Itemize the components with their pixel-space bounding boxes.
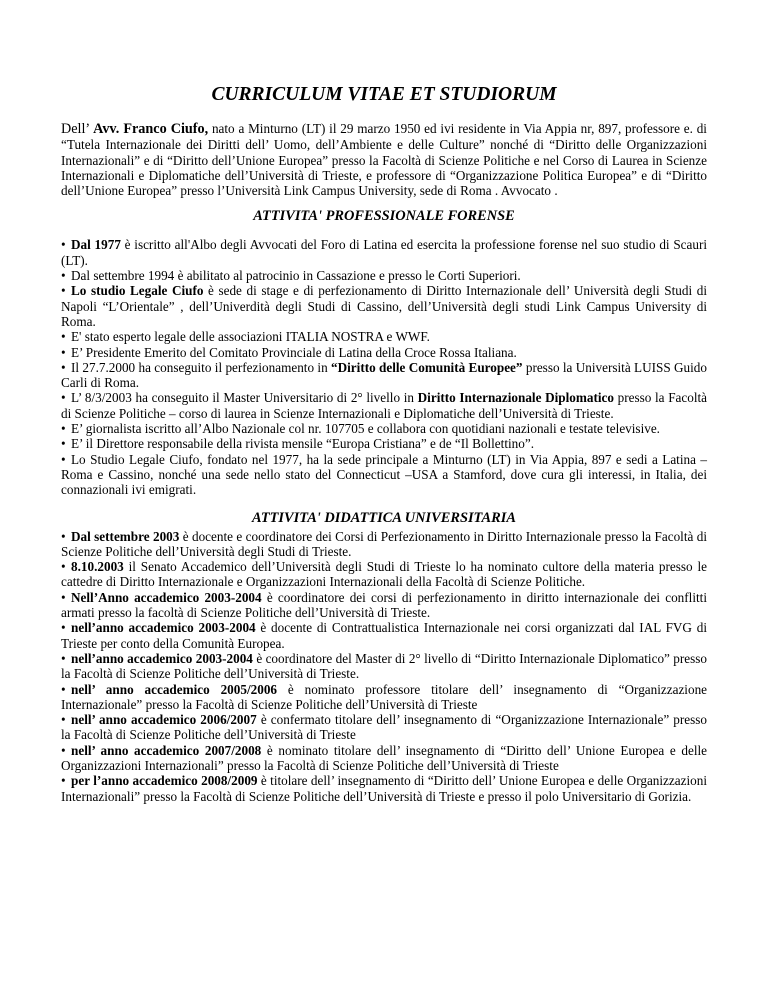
bullet-icon <box>61 436 71 451</box>
list-item: •nell’anno accademico 2003-2004 è coordinatore del Master di 2° livello di “Diritto Internazionale Diplomatico” presso la Facoltà di Scienze Politiche dell’Università di Trieste. <box>61 651 707 682</box>
list-didattica <box>61 529 707 804</box>
intro-text: nato a Minturno (LT) il 29 marzo 1950 ed ivi residente in Via Appia nr, 897, professore e. di “Tutela Internazionale dei Diritti dell’ Uomo, dell’Ambiente e delle Culture” nonché di “Diritto delle Organizzazioni Internazionali” e di “Diritto dell’Unione Europea” presso la Facoltà di Scienze Politiche e nel Corso di Laurea in Scienze Internazionali e Diplomatiche dell’Università di Trieste, e professore di “Organizzazione Politica Europea” e di “Diritto dell’Unione Europea” presso l’Università Link Campus University, sede di Roma . Avvocato . <box>61 121 707 199</box>
list-item: •Dal settembre 1994 è abilitato al patrocinio in Cassazione e presso le Corti Superiori. <box>61 268 707 283</box>
bullet-icon <box>61 268 71 283</box>
bullet-icon <box>61 682 71 697</box>
list-item: •Nell’Anno accademico 2003-2004 è coordinatore dei corsi di perfezionamento in diritto internazionale dei conflitti armati presso la facoltà di Scienze Politiche dell’Università di Trieste. <box>61 590 707 621</box>
list-item: •8.10.2003 il Senato Accademico dell’Università degli Studi di Trieste lo ha nominato cultore della materia presso le cattedre di Diritto Internazionale e Organizzazioni Internazionali della Facoltà di Scienze Politiche. <box>61 559 707 590</box>
intro-paragraph <box>61 121 707 198</box>
intro-name: Avv. Franco Ciufo, <box>93 121 209 137</box>
bullet-icon <box>61 620 71 635</box>
bullet-icon <box>61 651 71 666</box>
list-item: •nell’ anno accademico 2005/2006 è nominato professore titolare dell’ insegnamento di “Organizzazione Internazionale” presso la Facoltà di Scienze Politiche dell’Università di Trieste <box>61 682 707 713</box>
list-item: •E’ il Direttore responsabile della rivista mensile “Europa Cristiana” e de “Il Bollettino”. <box>61 436 707 451</box>
bullet-icon <box>61 773 71 788</box>
list-item: •E’ Presidente Emerito del Comitato Provinciale di Latina della Croce Rossa Italiana. <box>61 345 707 360</box>
list-forense <box>61 237 707 497</box>
list-item: •L’ 8/3/2003 ha conseguito il Master Universitario di 2° livello in Diritto Internazionale Diplomatico presso la Facoltà di Scienze Politiche – corso di laurea in Scienze Internazionali e Diplomatiche dell’Università di Trieste. <box>61 390 707 421</box>
bullet-icon <box>61 529 71 544</box>
bullet-icon <box>61 559 71 574</box>
bullet-icon <box>61 329 71 344</box>
section-title-forense: ATTIVITA' PROFESSIONALE FORENSE <box>253 208 515 225</box>
list-item: •nell’ anno accademico 2007/2008 è nominato titolare dell’ insegnamento di “Diritto dell’ Unione Europea e delle Organizzazioni Internazionali” presso la Facoltà di Scienze Politiche dell’Università di Trieste <box>61 743 707 774</box>
list-item: •Lo Studio Legale Ciufo, fondato nel 1977, ha la sede principale a Minturno (LT) in Via Appia, 897 e sedi a Latina – Roma e Cassino, nonché una sede nello stato del Connecticut –USA a Stamford, dove cura gli interessi, in Italia, dei connazionali ivi emigrati. <box>61 452 707 498</box>
section-title-didattica: ATTIVITA' DIDATTICA UNIVERSITARIA <box>252 509 516 526</box>
list-item: •Dal 1977 è iscritto all'Albo degli Avvocati del Foro di Latina ed esercita la professione forense nel suo studio di Scauri (LT). <box>61 237 707 268</box>
list-item: •nell’anno accademico 2003-2004 è docente di Contrattualistica Internazionale nei corsi organizzati dal IAL FVG di Trieste per conto della Comunità Europea. <box>61 620 707 651</box>
bullet-icon <box>61 590 71 605</box>
bullet-icon <box>61 421 71 436</box>
list-item: •E' stato esperto legale delle associazioni ITALIA NOSTRA e WWF. <box>61 329 707 344</box>
intro-lead: Dell’ <box>61 121 94 137</box>
list-item: •E’ giornalista iscritto all’Albo Nazionale col nr. 107705 e collabora con quotidiani nazionali e testate televisive. <box>61 421 707 436</box>
list-item: •nell’ anno accademico 2006/2007 è confermato titolare dell’ insegnamento di “Organizzazione Internazionale” presso la Facoltà di Scienze Politiche dell’Università di Trieste <box>61 712 707 743</box>
list-item: •Lo studio Legale Ciufo è sede di stage e di perfezionamento di Diritto Internazionale dell’ Università degli Studi di Napoli “L’Orientale” , dell’Univerdità degli Studi di Cassino, dell’Università degli studi Link Campus University di Roma. <box>61 283 707 329</box>
bullet-icon <box>61 743 71 758</box>
bullet-icon <box>61 390 71 405</box>
bullet-icon <box>61 283 71 298</box>
list-item: •per l’anno accademico 2008/2009 è titolare dell’ insegnamento di “Diritto dell’ Unione Europea e delle Organizzazioni Internazionali” presso la Facoltà di Scienze Politiche dell’Università di Trieste e presso il polo Universitario di Gorizia. <box>61 773 707 804</box>
list-item: •Il 27.7.2000 ha conseguito il perfezionamento in “Diritto delle Comunità Europee” presso la Università LUISS Guido Carli di Roma. <box>61 360 707 391</box>
bullet-icon <box>61 237 71 252</box>
bullet-icon <box>61 452 71 467</box>
bullet-icon <box>61 360 71 375</box>
list-item: •Dal settembre 2003 è docente e coordinatore dei Corsi di Perfezionamento in Diritto Internazionale presso la Facoltà di Scienze Politiche dell’Università degli Studi di Trieste. <box>61 529 707 560</box>
bullet-icon <box>61 712 71 727</box>
document-title: CURRICULUM VITAE ET STUDIORUM <box>211 84 557 105</box>
bullet-icon <box>61 345 71 360</box>
